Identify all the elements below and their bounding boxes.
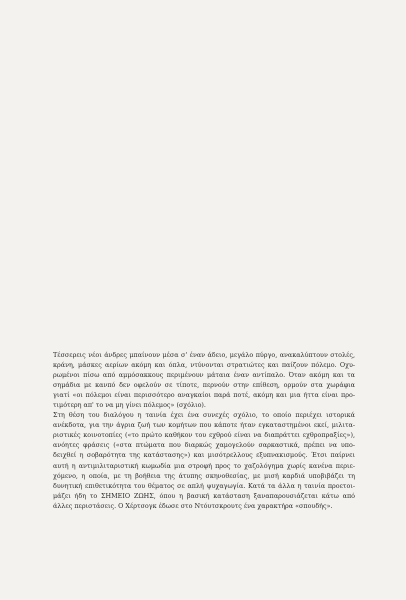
text-line: ρωμένοι πίσω από αμμόσακκους περιμένουν μάταια έναν αντίπαλο. Όταν ακόμη και τα [53, 371, 355, 380]
text-line: χόμενο, η οποία, με τη βοήθεια της άτυπης σκηνοθεσίας, με μισή καρδιά υποβιβάζει τη [53, 471, 355, 480]
text-line: σημάδια με κανπό δεν οφελούν σε τίποτε, περνούν στην επίθεση, ορμούν στα χωράφια [53, 381, 355, 390]
text-line: Στη θέση του διαλόγου η ταινία έχει ένα συνεχές σχόλιο, το οποίο περιέχει ιστορικά [53, 411, 355, 420]
text-line: Τέσσερεις νέοι άνδρες μπαίνουν μέσα σ' έναν άδειο, μεγάλο πύργο, ανακαλύπτουν στολές, [53, 351, 355, 359]
text-line: άλλες περιστάσεις. Ο Χέρτσογκ έδωσε στο Ντόυτσκρουτς ένα χαρακτήρα «σπουδής». [53, 501, 333, 510]
text-line: ριστικές κοινοτοπίες («το πρώτο καθήκον του εχθρού είναι να διαπράττει εχθροπραξίες»), [53, 431, 355, 440]
text-line: τιμότερη απ' το να μη γίνει πόλεμος» (σχόλιο). [53, 401, 206, 410]
text-line: κράνη, μάσκες αερίων ακόμη και όπλα, ντύνονται στρατιώτες και παίζουν πόλεμο. Οχυ- [53, 361, 355, 370]
text-line: δειχθεί η σοβαρότητα της κατάστασης») και μισότρελλους εξυπνακισμούς. Έτσι παίρνει [53, 451, 355, 460]
text-line: γιατί «οι πόλεμοι είναι περισσότερο αναγκαίοι παρά ποτέ, ακόμη και μια ήττα είναι προ- [53, 391, 355, 400]
text-line: μάζει ήδη το ΣΗΜΕΙΟ ΖΩΗΣ, όπου η βασική κατάσταση ξαναπαρουσιάζεται κάτω από [53, 491, 355, 500]
text-line: δυνητική επιθετικότητα του θέματος σε απλή ψυχαγωγία. Κατά τα άλλα η ταινία προετοι- [53, 481, 355, 490]
paragraph-1 [53, 350, 355, 410]
paragraph-2 [53, 410, 355, 510]
text-line: αυτή η αντιμιλιταριστική κωμωδία μια στροφή προς το χαζολόγημα χωρίς κανένα περιε- [53, 461, 355, 470]
body-text [53, 350, 355, 511]
text-line: ανόητες φράσεις («στα πτώματα που διαρκώς χαμογελούν σαρκαστικά, πρέπει να υπο- [53, 441, 355, 450]
text-line: ανέκδοτα, για την άγρια ζωή των κομήτων που κάποτε ήταν εγκαταστημένοι εκεί, μιλιτα- [53, 421, 355, 430]
